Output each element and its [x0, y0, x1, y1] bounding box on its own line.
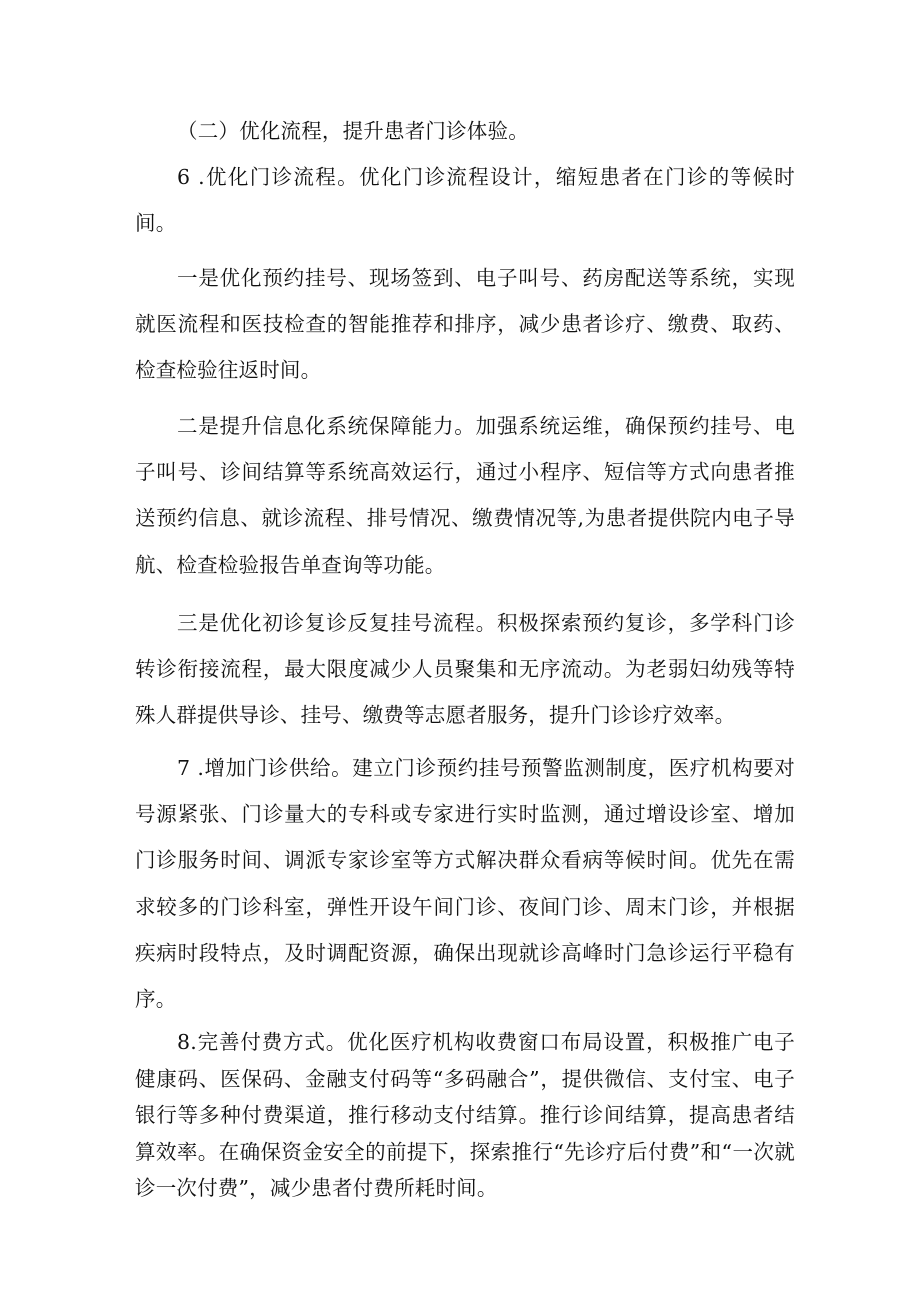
section-heading: （二）优化流程，提升患者门诊体验。 [177, 119, 529, 143]
paragraph-measure-2: 二是提升信息化系统保障能力。加强系统运维，确保预约挂号、电子叫号、诊间结算等系统高效运行，通过小程序、短信等方式向患者推送预约信息、就诊流程、排号情况、缴费情况等,为患者提供院内电子导航、检查检验报告单查询等功能。 [135, 414, 795, 577]
paragraph-item-6: 6 .优化门诊流程。优化门诊流程设计，缩短患者在门诊的等候时间。 [135, 165, 795, 236]
paragraph-measure-3: 三是优化初诊复诊反复挂号流程。积极探索预约复诊，多学科门诊转诊衔接流程，最大限度减少人员聚集和无序流动。为老弱妇幼残等特殊人群提供导诊、挂号、缴费等志愿者服务，提升门诊诊疗效率。 [135, 611, 795, 728]
paragraph-measure-1: 一是优化预约挂号、现场签到、电子叫号、药房配送等系统，实现就医流程和医技检查的智能推荐和排序，减少患者诊疗、缴费、取药、检查检验往返时间。 [135, 266, 795, 383]
paragraph-item-8: 8.完善付费方式。优化医疗机构收费窗口布局设置，积极推广电子健康码、医保码、金融支付码等“多码融合”，提供微信、支付宝、电子银行等多种付费渠道，推行移动支付结算。推行诊间结算，提高患者结算效率。在确保资金安全的前提下，探索推行“先诊疗后付费”和“一次就诊一次付费”，减少患者付费所耗时间。 [135, 1030, 795, 1200]
paragraph-item-7: 7 .增加门诊供给。建立门诊预约挂号预警监测制度，医疗机构要对号源紧张、门诊量大的专科或专家进行实时监测，通过增设诊室、增加门诊服务时间、调派专家诊室等方式解决群众看病等候时间。优先在需求较多的门诊科室，弹性开设午间门诊、夜间门诊、周末门诊，并根据疾病时段特点，及时调配资源，确保出现就诊高峰时门急诊运行平稳有序。 [135, 756, 795, 1012]
